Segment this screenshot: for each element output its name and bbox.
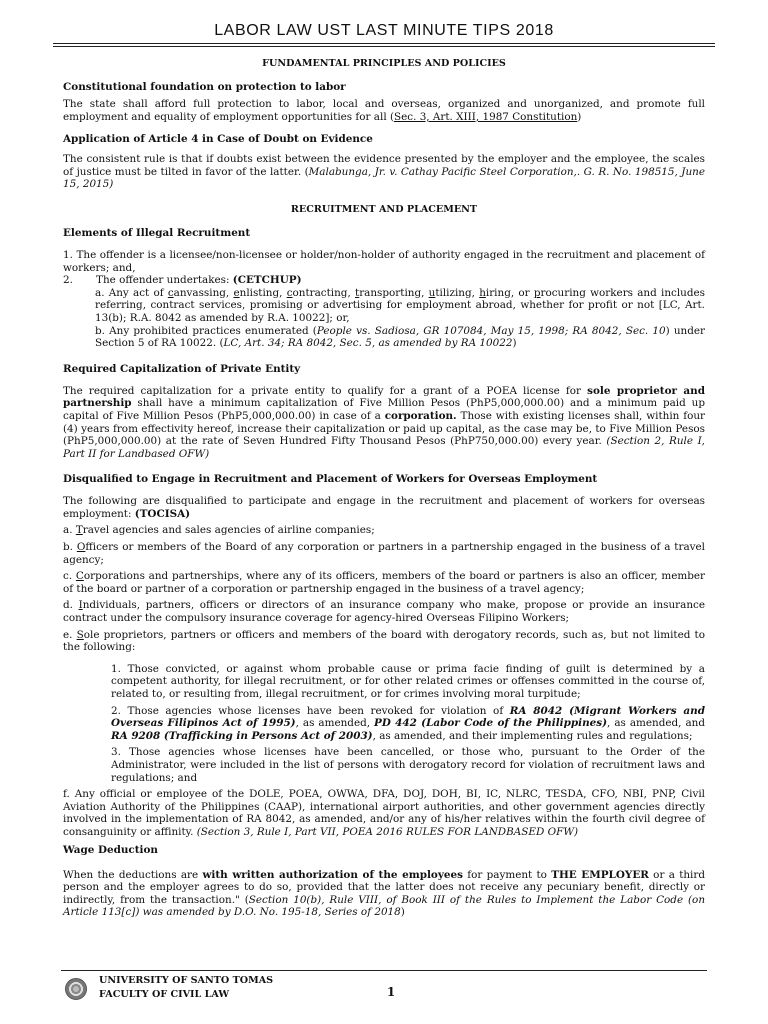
element-1: 1. The offender is a licensee/non-licensee or holder/non-holder of authority engaged in the recruitment and placement of workers; and, [63,248,705,274]
heading-wage-deduction: Wage Deduction [63,843,158,856]
disqualified-item-a: a. Travel agencies and sales agencies of airline companies; [63,524,375,537]
heading-constitutional: Constitutional foundation on protection to labor [63,81,346,93]
paragraph-capitalization: The required capitalization for a private entity to qualify for a grant of a POEA license for sole proprietor and partnership shall have a minimum capitalization of Five Million Pesos (PhP5,000,000.00) and a minimum paid up capital of Five Million Pesos (PhP5,000,000.00) in case of a corporation. Those with existing licenses shall, within four (4) years from effectivity hereof, increase their capitalization or paid up capital, as the case may be, to Five Million Pesos (PhP5,000,000.00) at the rate of Seven Hundred Fifty Thousand Pesos (PhP750,000.00) every year. (Section 2, Rule I, Part II for Landbased OFW) [63,384,705,460]
footer-university: UNIVERSITY OF SANTO TOMAS [99,975,274,986]
disqualified-item-b: b. Officers or members of the Board of any corporation or partners in a partnership engaged in the business of a travel agency; [63,541,705,566]
disqualified-item-d: d. Individuals, partners, officers or directors of an insurance company who make, propose or provide an insurance contract under the compulsory insurance coverage for agency-hired Overseas Filipino Workers; [63,599,705,625]
heading-article-4: Application of Article 4 in Case of Doubt on Evidence [63,133,373,146]
disqualified-subitem-1: 1. Those convicted, or against whom probable cause or prima facie finding of guilt is determined by a competent authority, for illegal recruitment, or for other related crimes or offenses committed in the course of, related to, or resulting from, illegal recruitment, or for crimes involving moral turpitude; [111,662,705,700]
section-title-fundamental: FUNDAMENTAL PRINCIPLES AND POLICIES [262,58,506,69]
paragraph-disqualified-intro: The following are disqualified to participate and engage in the recruitment and placement of workers for overseas employment: (TOCISA) [63,495,705,520]
footer-rule [61,970,707,971]
section-title-recruitment: RECRUITMENT AND PLACEMENT [290,203,478,215]
disqualified-item-f: f. Any official or employee of the DOLE, POEA, OWWA, DFA, DOJ, DOH, BI, IC, NLRC, TESDA, CFO, NBI, PNP, Civil Aviation Authority of the Philippines (CAAP), international airport authorities, and other government agencies directly involved in the implementation of RA 8042, as amended, and/or any of his/her relatives within the fourth civil degree of consanguinity or affinity. (Section 3, Rule I, Part VII, POEA 2016 RULES FOR LANDBASED OFW) [63,788,705,838]
element-2a: a. Any act of canvassing, enlisting, contracting, transporting, utilizing, hiring, or procuring workers and includes referring, contract services, promising or advertising for employment abroad, whether for profit or not [LC, Art. 13(b); R.A. 8042 as amended by R.A. 10022]; or, [95,286,705,324]
heading-disqualified: Disqualified to Engage in Recruitment and Placement of Workers for Overseas Employment [63,473,598,486]
disqualified-item-c: c. Corporations and partnerships, where any of its officers, members of the board or partners is also an officer, member of the board or partner of a corporation or partnership engaged in the business of a travel agency; [63,570,705,595]
element-2b: b. Any prohibited practices enumerated (People vs. Sadiosa, GR 107084, May 15, 1998; RA 8042, Sec. 10) under Section 5 of RA 10022. (LC, Art. 34; RA 8042, Sec. 5, as amended by RA 10022) [95,324,705,350]
heading-capitalization: Required Capitalization of Private Entity [63,362,301,375]
header-rule-top [53,43,715,44]
page-number: 1 [386,985,396,999]
paragraph-wage-deduction: When the deductions are with written authorization of the employees for payment to THE EMPLOYER or a third person and the employer agrees to do so, provided that the latter does not receive any pecuniary benefit, directly or indirectly, from the transaction." (Section 10(b), Rule VIII, of Book III of the Rules to Implement the Labor Code (on Article 113[c]) was amended by D.O. No. 195-18, Series of 2018) [63,868,706,919]
disqualified-subitem-3: 3. Those agencies whose licenses have been cancelled, or those who, pursuant to the Order of the Administrator, were included in the list of persons with derogatory record for violation of recruitment laws and regulations; and [111,746,705,784]
page-footer [63,970,705,1010]
disqualified-item-e: e. Sole proprietors, partners or officers and members of the board with derogatory records, such as, but not limited to the following: [63,628,705,654]
heading-illegal-recruitment: Elements of Illegal Recruitment [63,226,251,239]
document-title: LABOR LAW UST LAST MINUTE TIPS 2018 [214,22,554,39]
disqualified-subitem-2: 2. Those agencies whose licenses have been revoked for violation of RA 8042 (Migrant Workers and Overseas Filipinos Act of 1995), as amended, PD 442 (Labor Code of the Philippines), as amended, and RA 9208 (Trafficking in Persons Act of 2003), as amended, and their implementing rules and regulations; [111,704,706,742]
element-2: 2. The offender undertakes: (CETCHUP) [63,274,302,287]
footer-faculty: FACULTY OF CIVIL LAW [99,989,230,1000]
paragraph-article-4: The consistent rule is that if doubts exist between the evidence presented by the employer and the employee, the scales of justice must be tilted in favor of the latter. (Malabunga, Jr. v. Cathay Pacific Steel Corporation,. G. R. No. 198515, June 15, 2015) [63,153,705,191]
paragraph-constitutional: The state shall afford full protection to labor, local and overseas, organized and unorganized, and promote full employment and equality of employment opportunities for all (Sec. 3, Art. XIII, 1987 Constitution) [63,98,705,123]
header-rule-bottom [53,46,715,47]
